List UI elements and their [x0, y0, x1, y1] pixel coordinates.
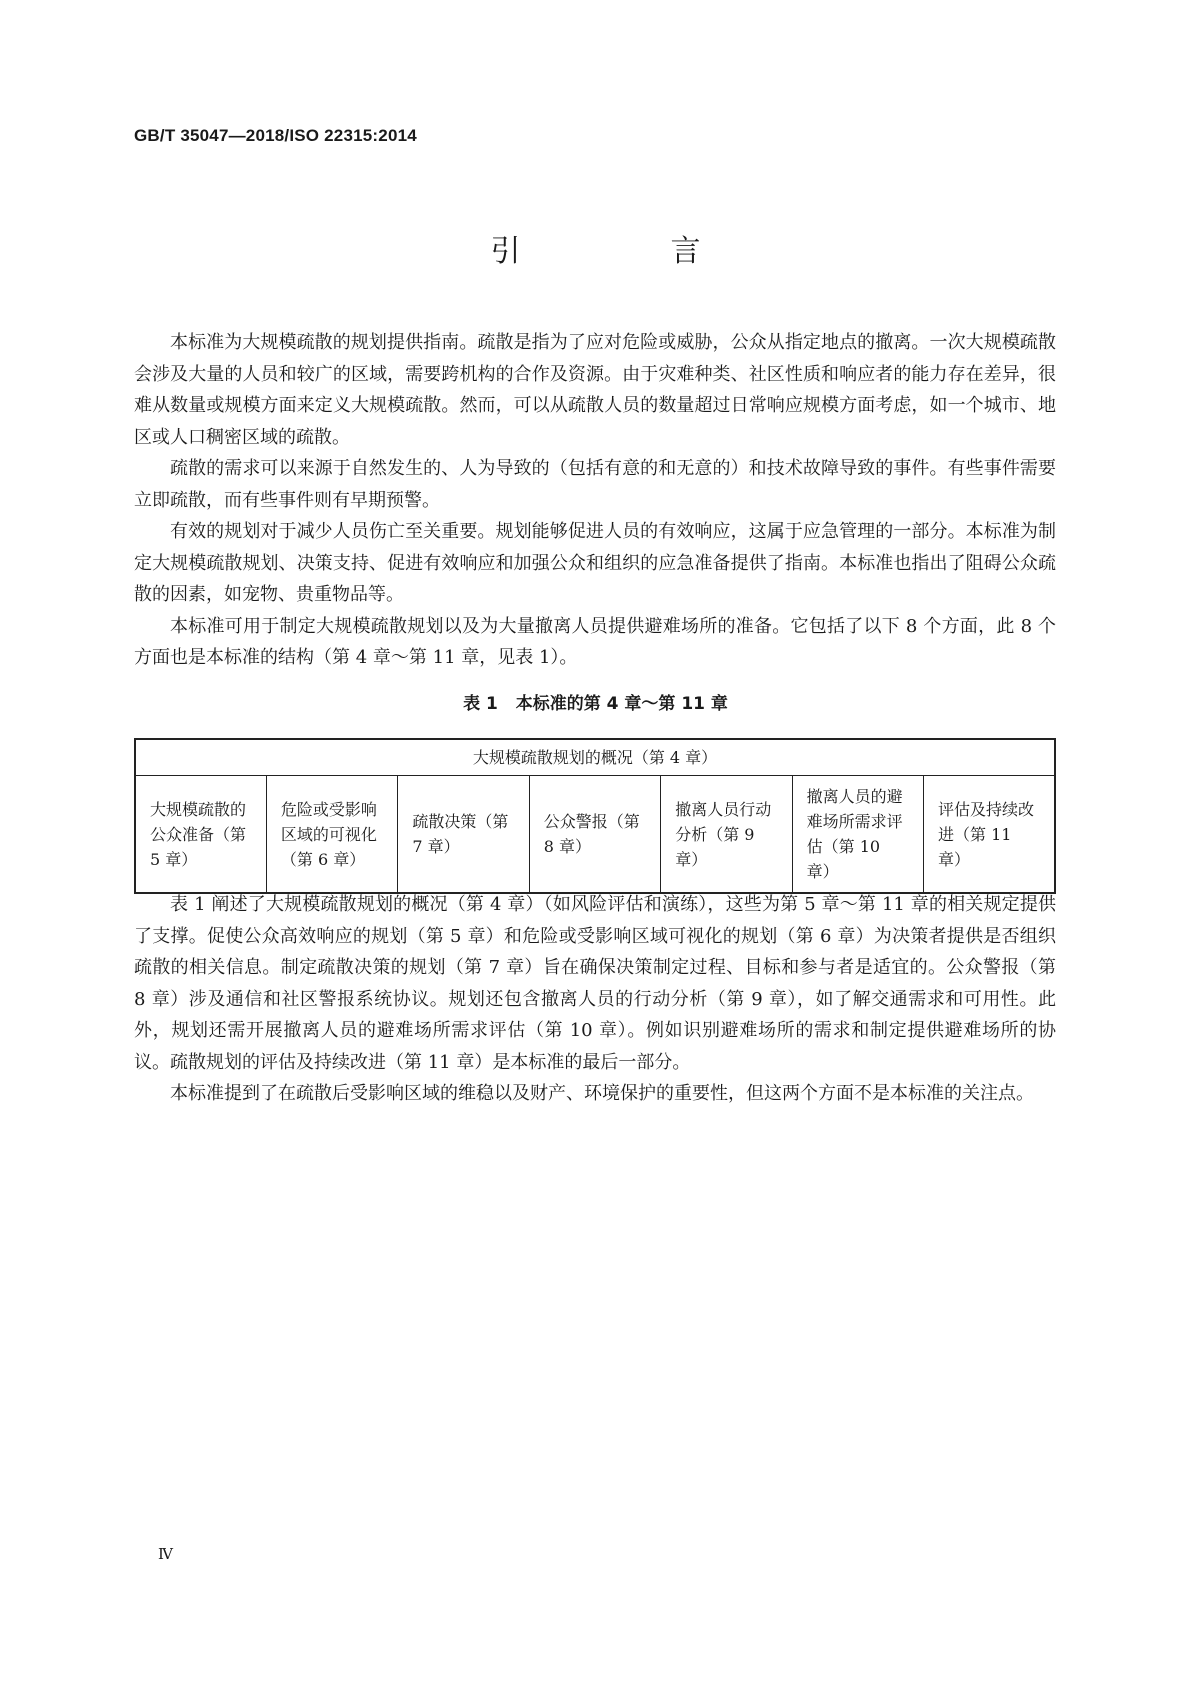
page-title: 引 言	[490, 234, 761, 269]
paragraph: 本标准为大规模疏散的规划提供指南。疏散是指为了应对危险或威胁，公众从指定地点的撤离。一次大规模疏散会涉及大量的人员和较广的区域，需要跨机构的合作及资源。由于灾难种类、社区性质和响应者的能力存在差异，很难从数量或规模方面来定义大规模疏散。然而，可以从疏散人员的数量超过日常响应规模方面考虑，如一个城市、地区或人口稠密区域的疏散。	[134, 332, 1056, 448]
table-cell: 公众警报（第 8 章）	[529, 776, 660, 894]
table-cell: 大规模疏散的公众准备（第 5 章）	[135, 776, 266, 894]
table-cell: 撤离人员行动分析（第 9 章）	[661, 776, 792, 894]
intro-section	[134, 327, 1056, 674]
table-row	[135, 776, 1055, 894]
paragraph: 有效的规划对于减少人员伤亡至关重要。规划能够促进人员的有效响应，这属于应急管理的一部分。本标准为制定大规模疏散规划、决策支持、促进有效响应和加强公众和组织的应急准备提供了指南。本标准也指出了阻碍公众疏散的因素，如宠物、贵重物品等。	[134, 521, 1056, 605]
paragraph: 本标准提到了在疏散后受影响区域的维稳以及财产、环境保护的重要性，但这两个方面不是本标准的关注点。	[170, 1083, 1034, 1104]
explanation-section	[134, 889, 1056, 1110]
paragraph: 本标准可用于制定大规模疏散规划以及为大量撤离人员提供避难场所的准备。它包括了以下 8 个方面，此 8 个方面也是本标准的结构（第 4 章～第 11 章，见表 1）。	[134, 615, 1056, 668]
table-caption-title: 本标准的第 4 章～第 11 章	[515, 694, 728, 714]
page-number: Ⅳ	[158, 1545, 173, 1563]
table-caption	[0, 689, 1191, 714]
table-caption-number: 表 1	[463, 694, 498, 714]
paragraph: 疏散的需求可以来源于自然发生的、人为导致的（包括有意的和无意的）和技术故障导致的事件。有些事件需要立即疏散，而有些事件则有早期预警。	[134, 458, 1056, 511]
paragraph: 表 1 阐述了大规模疏散规划的概况（第 4 章）（如风险评估和演练），这些为第 5 章～第 11 章的相关规定提供了支撑。促使公众高效响应的规划（第 5 章）和危险或受影响区域可视化的规划（第 6 章）为决策者提供是否组织疏散的相关信息。制定疏散决策的规划（第 7 章）旨在确保决策制定过程、目标和参与者是适宜的。公众警报（第 8 章）涉及通信和社区警报系统协议。规划还包含撤离人员的行动分析（第 9 章），如了解交通需求和可用性。此外，规划还需开展撤离人员的避难场所需求评估（第 10 章）。例如识别避难场所的需求和制定提供避难场所的协议。疏散规划的评估及持续改进（第 11 章）是本标准的最后一部分。	[134, 894, 1056, 1073]
table-cell: 危险或受影响区域的可视化（第 6 章）	[266, 776, 397, 894]
table-cell: 撤离人员的避难场所需求评估（第 10 章）	[792, 776, 923, 894]
table-cell: 评估及持续改进（第 11 章）	[924, 776, 1055, 894]
table-cell: 疏散决策（第 7 章）	[398, 776, 529, 894]
chapters-table	[134, 738, 1056, 894]
table-header-cell: 大规模疏散规划的概况（第 4 章）	[135, 739, 1055, 776]
standard-number-header: GB/T 35047—2018/ISO 22315:2014	[134, 126, 417, 145]
table-header-row	[135, 739, 1055, 776]
